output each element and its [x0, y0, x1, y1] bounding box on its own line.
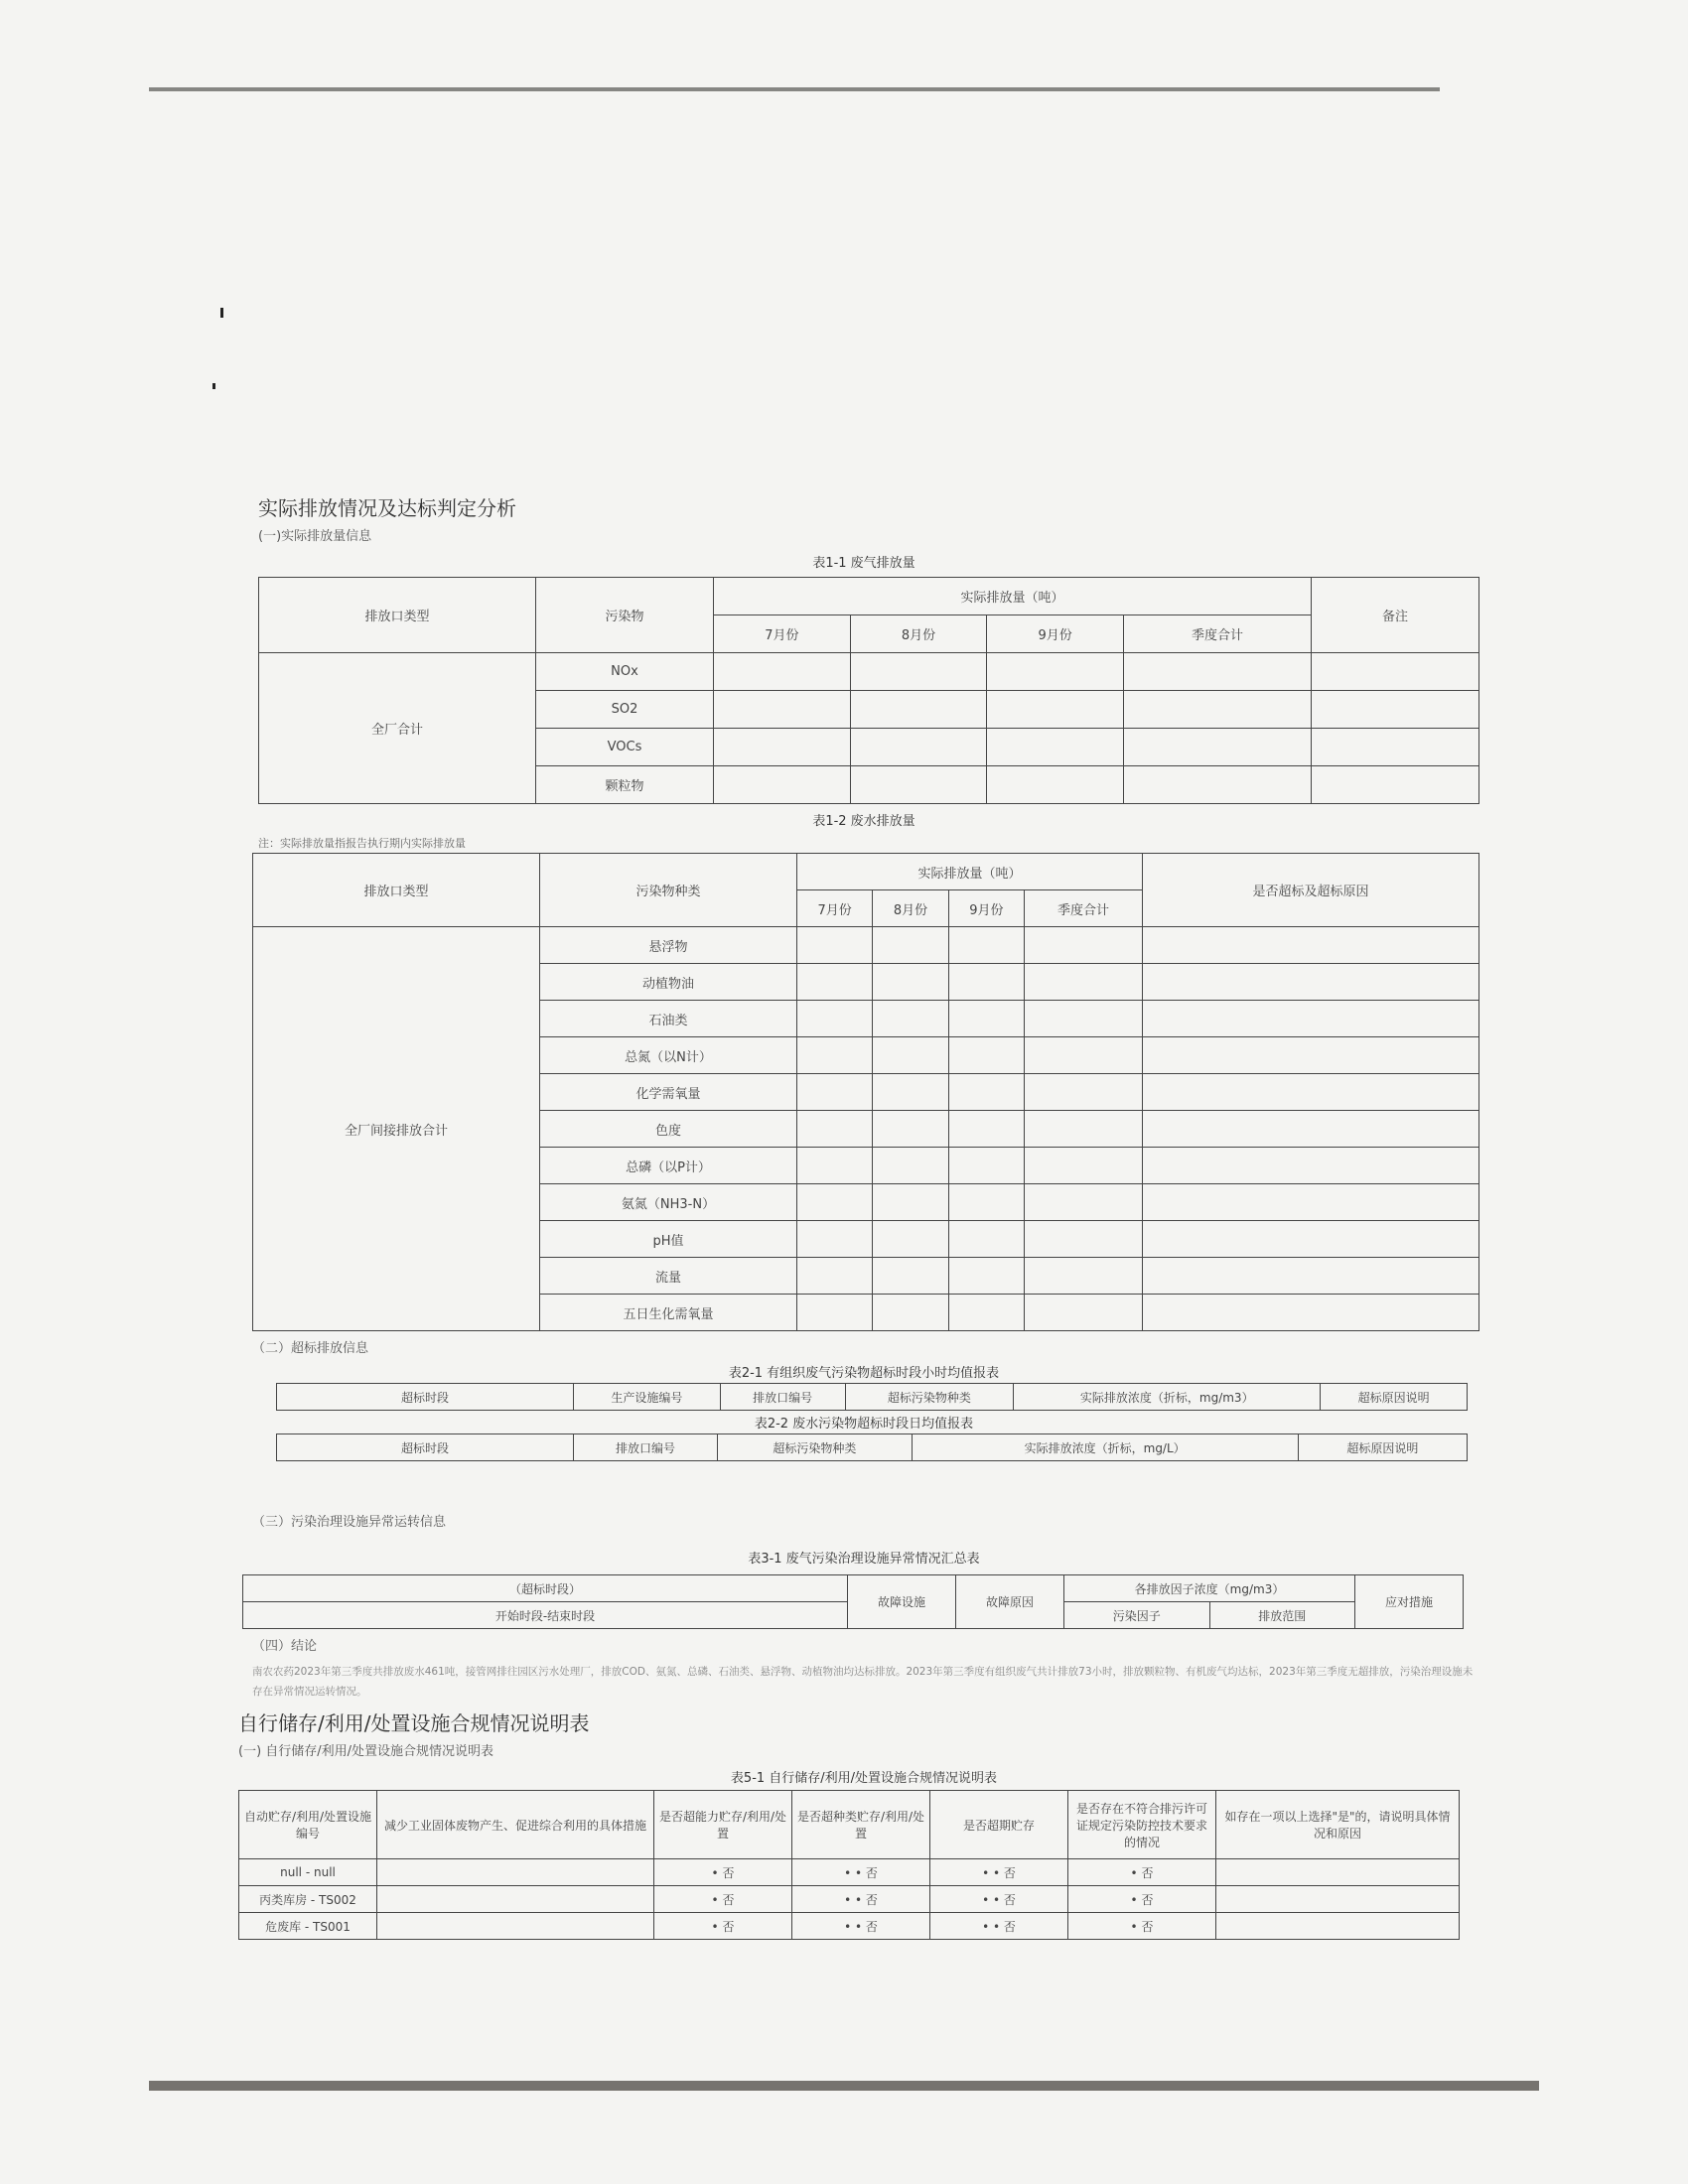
answer-cell: • 否 — [1068, 1913, 1216, 1940]
measures-header: 应对措施 — [1355, 1575, 1464, 1629]
table-5-1-caption: 表5-1 自行储存/利用/处置设施合规情况说明表 — [730, 1771, 998, 1786]
pollutant-cell: 化学需氧量 — [540, 1074, 797, 1111]
period-header: （超标时段） — [243, 1575, 848, 1602]
section-4-title: （四）结论 — [252, 1639, 318, 1654]
col-quarter-total: 季度合计 — [1025, 890, 1143, 927]
page-bottom-edge — [149, 2081, 1539, 2091]
section-3-title: （三）污染治理设施异常运转信息 — [252, 1515, 447, 1530]
factor-header: 污染因子 — [1064, 1602, 1210, 1629]
document-content — [238, 492, 1489, 1940]
col-outlet-type: 排放口类型 — [253, 854, 540, 927]
col-outlet-type: 排放口类型 — [259, 578, 536, 653]
header-cell: 自动贮存/利用/处置设施编号 — [239, 1791, 377, 1859]
header-cell: 是否超期贮存 — [930, 1791, 1068, 1859]
facility-id: 丙类库房 - TS002 — [239, 1886, 377, 1913]
pollutant-cell: 石油类 — [540, 1001, 797, 1037]
gas-exceed-table — [276, 1383, 1468, 1411]
header-cell: 减少工业固体废物产生、促进综合利用的具体措施 — [377, 1791, 654, 1859]
col-pollutant: 污染物 — [536, 578, 714, 653]
table-note: 注：实际排放量指报告执行期内实际排放量 — [258, 837, 466, 850]
col-july: 7月份 — [797, 890, 873, 927]
header-cell: 排放口编号 — [720, 1384, 845, 1411]
section-2-title: （二）超标排放信息 — [252, 1341, 369, 1356]
answer-cell: • 否 — [654, 1886, 792, 1913]
facility-header: 故障设施 — [848, 1575, 956, 1629]
section-5-title: 自行储存/利用/处置设施合规情况说明表 — [238, 1711, 590, 1735]
pollutant-cell: 悬浮物 — [540, 927, 797, 964]
facility-abnormal-table — [242, 1574, 1464, 1629]
pollutant-cell: 总磷（以P计） — [540, 1148, 797, 1184]
pollutant-cell: 动植物油 — [540, 964, 797, 1001]
answer-cell: • 否 — [654, 1913, 792, 1940]
header-cell: 是否超种类贮存/利用/处置 — [792, 1791, 930, 1859]
section-5-subtitle: (一) 自行储存/利用/处置设施合规情况说明表 — [238, 1744, 494, 1759]
table-row — [239, 1859, 1460, 1886]
answer-cell: • 否 — [1068, 1886, 1216, 1913]
answer-cell: • 否 — [1068, 1859, 1216, 1886]
header-cell: 是否存在不符合排污许可证规定污染防控技术要求的情况 — [1068, 1791, 1216, 1859]
col-september: 9月份 — [987, 615, 1124, 653]
answer-cell: • • 否 — [930, 1886, 1068, 1913]
period-range: 开始时段-结束时段 — [243, 1602, 848, 1629]
pollutant-cell: pH值 — [540, 1221, 797, 1258]
col-actual-emission: 实际排放量（吨） — [797, 854, 1143, 890]
header-cell: 生产设施编号 — [574, 1384, 721, 1411]
col-september: 9月份 — [948, 890, 1024, 927]
conclusion-text: 南农农药2023年第三季度共排放废水461吨，接管网排往园区污水处理厂，排放COD、氨氮、总磷、石油类、悬浮物、动植物油均达标排放。2023年第三季度有组织废气共计排放73小时，排放颗粒物、有机废气均达标，2023年第三季度无超排放，污染治理设施未存在异常情况运转情况。 — [252, 1666, 1474, 1698]
table-row — [239, 1886, 1460, 1913]
facility-id: 危废库 - TS001 — [239, 1913, 377, 1940]
page-top-edge — [149, 87, 1440, 91]
pollutant-cell: 总氮（以N计） — [540, 1037, 797, 1074]
table-1-2-caption: 表1-2 废水排放量 — [812, 814, 915, 829]
pollutant-cell: VOCs — [536, 729, 714, 766]
col-pollutant-type: 污染物种类 — [540, 854, 797, 927]
pollutant-cell: 氨氮（NH3-N） — [540, 1184, 797, 1221]
col-exceed-reason: 是否超标及超标原因 — [1143, 854, 1479, 927]
table-row — [239, 1913, 1460, 1940]
header-cell: 超标时段 — [277, 1384, 574, 1411]
waste-water-emission-table — [252, 853, 1479, 1331]
col-quarter-total: 季度合计 — [1124, 615, 1312, 653]
pollutant-cell: 五日生化需氧量 — [540, 1295, 797, 1331]
header-cell: 超标时段 — [277, 1434, 574, 1461]
col-actual-emission: 实际排放量（吨） — [714, 578, 1312, 615]
storage-compliance-table — [238, 1790, 1460, 1940]
facility-id: null - null — [239, 1859, 377, 1886]
range-header: 排放范围 — [1209, 1602, 1355, 1629]
header-cell: 超标污染物种类 — [845, 1384, 1014, 1411]
answer-cell: • • 否 — [792, 1886, 930, 1913]
answer-cell: • • 否 — [792, 1913, 930, 1940]
waste-gas-emission-table — [258, 577, 1479, 804]
answer-cell: • • 否 — [792, 1859, 930, 1886]
pollutant-cell: SO2 — [536, 691, 714, 729]
water-exceed-table — [276, 1433, 1468, 1461]
col-remark: 备注 — [1312, 578, 1479, 653]
scan-mark — [220, 308, 223, 318]
header-cell: 超标原因说明 — [1298, 1434, 1467, 1461]
header-cell: 实际排放浓度（折标，mg/m3） — [1014, 1384, 1321, 1411]
table-2-2-caption: 表2-2 废水污染物超标时段日均值报表 — [754, 1417, 974, 1432]
header-cell: 超标原因说明 — [1321, 1384, 1468, 1411]
col-august: 8月份 — [873, 890, 948, 927]
table-3-1-caption: 表3-1 废气污染治理设施异常情况汇总表 — [748, 1552, 980, 1567]
pollutant-cell: NOx — [536, 653, 714, 691]
reason-header: 故障原因 — [956, 1575, 1064, 1629]
col-july: 7月份 — [714, 615, 851, 653]
pollutant-cell: 流量 — [540, 1258, 797, 1295]
row-group-label: 全厂合计 — [259, 653, 536, 804]
table-2-1-caption: 表2-1 有组织废气污染物超标时段小时均值报表 — [728, 1366, 1000, 1381]
row-group-label: 全厂间接排放合计 — [253, 927, 540, 1331]
header-cell: 实际排放浓度（折标，mg/L） — [912, 1434, 1298, 1461]
header-cell: 是否超能力贮存/利用/处置 — [654, 1791, 792, 1859]
answer-cell: • • 否 — [930, 1859, 1068, 1886]
pollutant-cell: 颗粒物 — [536, 766, 714, 804]
answer-cell: • • 否 — [930, 1913, 1068, 1940]
section-subtitle: (一)实际排放量信息 — [258, 529, 372, 544]
scan-mark — [212, 383, 215, 389]
header-cell: 如存在一项以上选择"是"的，请说明具体情况和原因 — [1216, 1791, 1460, 1859]
table-1-1-caption: 表1-1 废气排放量 — [812, 556, 915, 571]
pollutant-cell: 色度 — [540, 1111, 797, 1148]
page-title: 实际排放情况及达标判定分析 — [258, 496, 516, 520]
header-cell: 排放口编号 — [574, 1434, 718, 1461]
concentration-header: 各排放因子浓度（mg/m3） — [1064, 1575, 1355, 1602]
header-cell: 超标污染物种类 — [718, 1434, 913, 1461]
col-august: 8月份 — [850, 615, 987, 653]
answer-cell: • 否 — [654, 1859, 792, 1886]
